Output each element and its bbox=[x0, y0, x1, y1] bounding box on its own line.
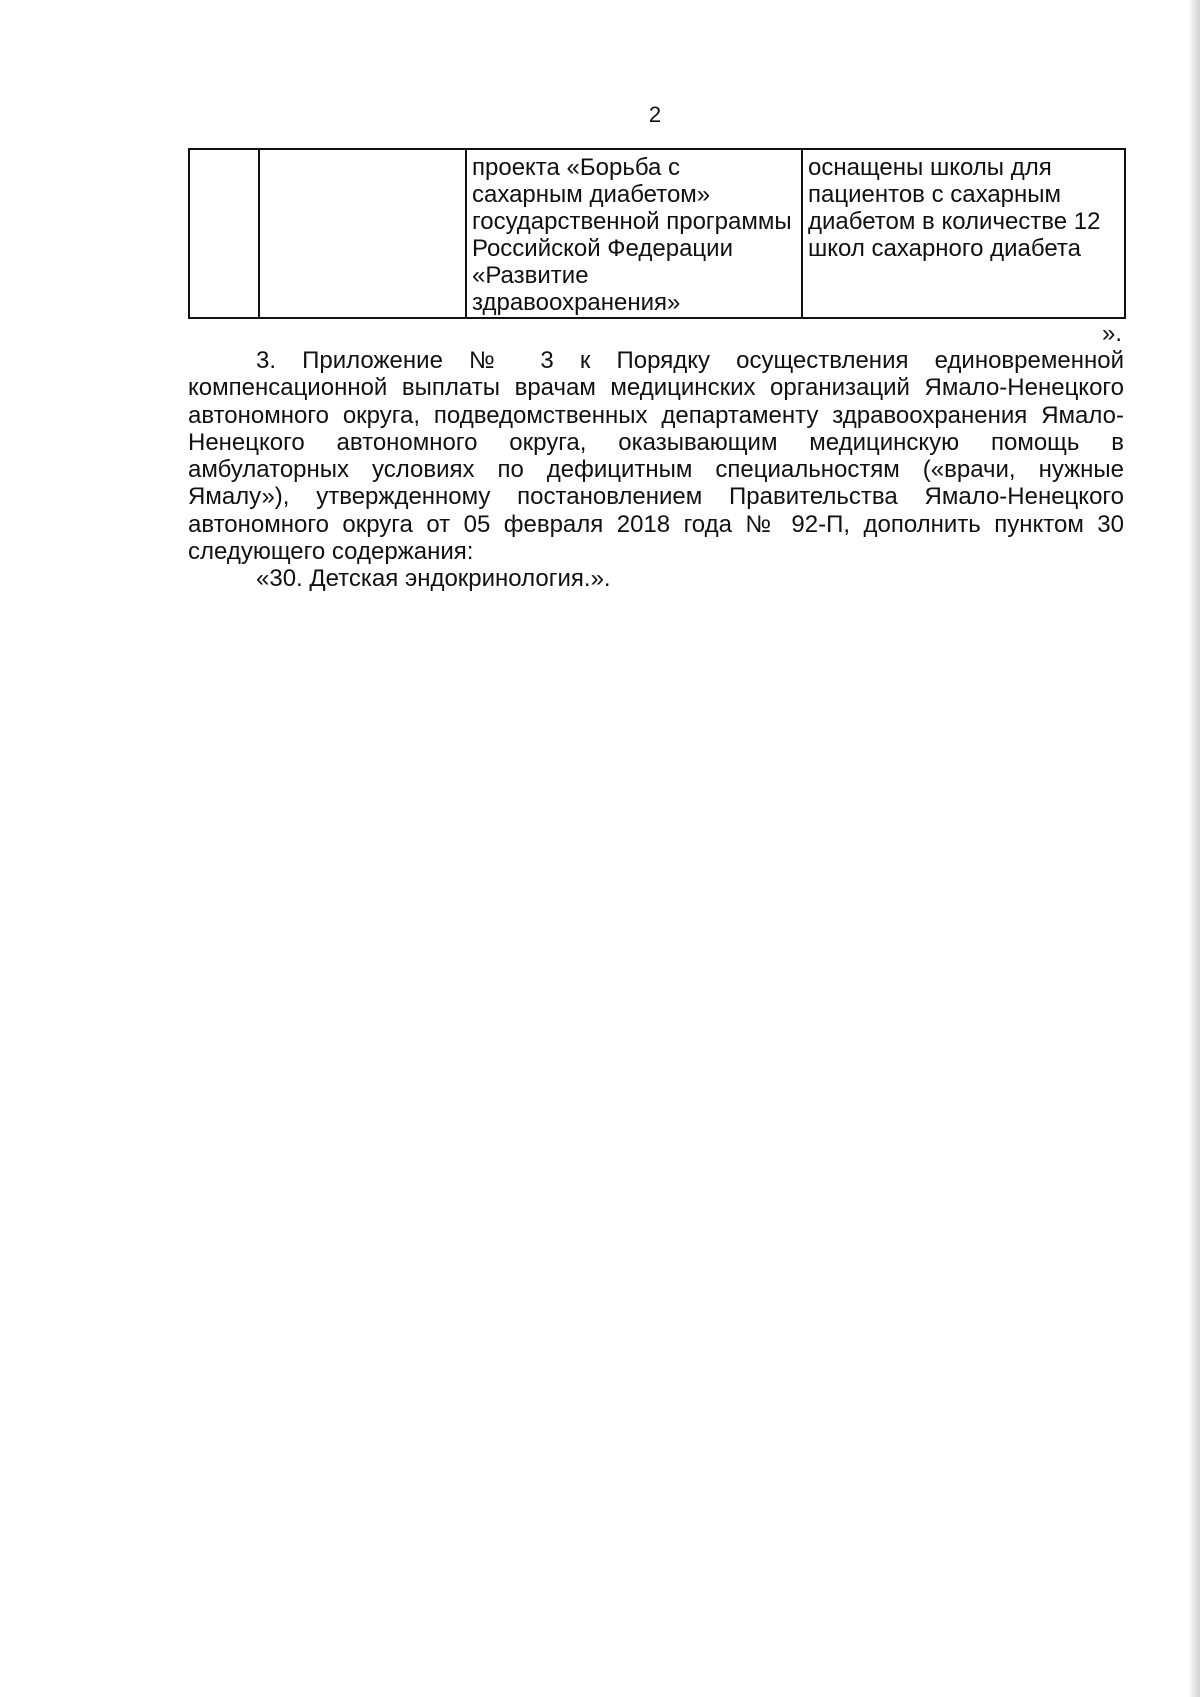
table-cell-number bbox=[189, 149, 259, 318]
table-cell-project: проекта «Борьба с сахарным диабетом» государственной программы Российской Федерации «Развитие здравоохранения» bbox=[466, 149, 802, 318]
table-cell-name bbox=[259, 149, 466, 318]
table-cell-result: оснащены школы для пациентов с сахарным диабетом в количестве 12 школ сахарного диабета bbox=[802, 149, 1125, 318]
scan-page-edge bbox=[1188, 0, 1200, 1697]
closing-quote: ». bbox=[1102, 320, 1123, 347]
paragraph-item-3: 3. Приложение № 3 к Порядку осуществления единовременной компенсационной выплаты врачам медицинских организаций Ямало-Ненецкого автономного округа, подведомственных департаменту здравоохранения Ямало-Ненецкого автономного округа, оказывающим медицинскую помощь в амбулаторных условиях по дефицитным специальностям («врачи, нужные Ямалу»), утвержденному постановлением Правительства Ямало-Ненецкого автономного округа от 05 февраля 2018 года № 92-П, дополнить пунктом 30 следующего содержания: bbox=[188, 347, 1124, 566]
page-number: 2 bbox=[648, 102, 662, 127]
paragraph-item-30: «30. Детская эндокринология.». bbox=[256, 565, 611, 593]
document-body bbox=[188, 347, 1124, 593]
continued-table bbox=[188, 148, 1126, 319]
table-row bbox=[189, 149, 1125, 318]
